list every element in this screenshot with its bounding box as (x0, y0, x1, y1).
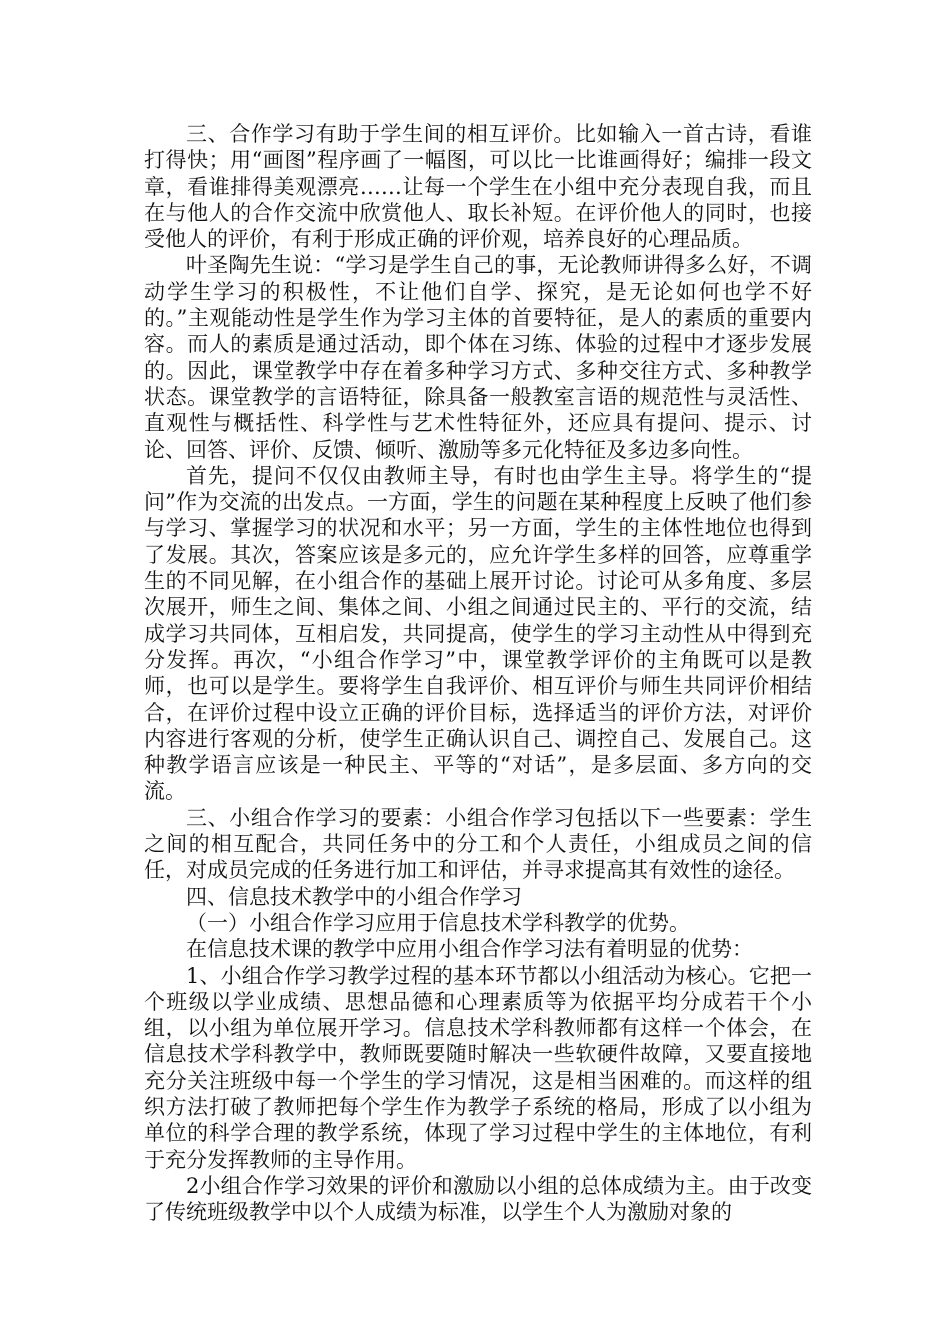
paragraph-group-elements: 三、小组合作学习的要素：小组合作学习包括以下一些要素：学生之间的相互配合，共同任务中的分工和个人责任，小组成员之间的信任，对成员完成的任务进行加工和评估，并寻求提高其有效性的途径。 (144, 805, 812, 883)
document-body (144, 121, 812, 1225)
subsection-heading-advantages: （一）小组合作学习应用于信息技术学科教学的优势。 (186, 910, 690, 935)
paragraph-advantage-1: 1、小组合作学习教学过程的基本环节都以小组活动为核心。它把一个班级以学业成绩、思想品德和心理素质等为依据平均分成若干个小组，以小组为单位展开学习。信息技术学科教师都有这样一个体会，在信息技术学科教学中，教师既要随时解决一些软硬件故障，又要直接地充分关注班级中每一个学生的学习情况，这是相当困难的。而这样的组织方法打破了教师把每个学生作为教学子系统的格局，形成了以小组为单位的科学合理的教学系统，体现了学习过程中学生的主体地位，有利于充分发挥教师的主导作用。 (144, 963, 812, 1172)
paragraph-peer-evaluation: 三、合作学习有助于学生间的相互评价。比如输入一首古诗，看谁打得快；用“画图”程序画了一幅图，可以比一比谁画得好；编排一段文章，看谁排得美观漂亮……让每一个学生在小组中充分表现自我，而且在与他人的合作交流中欣赏他人、取长补短。在评价他人的同时，也接受他人的评价，有利于形成正确的评价观，培养良好的心理品质。 (144, 122, 812, 252)
paragraph-advantages-intro: 在信息技术课的教学中应用小组合作学习法有着明显的优势： (186, 937, 753, 962)
paragraph-questioning: 首先，提问不仅仅由教师主导，有时也由学生主导。将学生的“提问”作为交流的出发点。一方面，学生的问题在某种程度上反映了他们参与学习、掌握学习的状况和水平；另一方面，学生的主体性地位也得到了发展。其次，答案应该是多元的，应允许学生多样的回答，应尊重学生的不同见解，在小组合作的基础上展开讨论。讨论可从多角度、多层次展开，师生之间、集体之间、小组之间通过民主的、平行的交流，结成学习共同体，互相启发，共同提高，使学生的学习主动性从中得到充分发挥。再次，“小组合作学习”中，课堂教学评价的主角既可以是教师，也可以是学生。要将学生自我评价、相互评价与师生共同评价相结合，在评价过程中设立正确的评价目标，选择适当的评价方法，对评价内容进行客观的分析，使学生正确认识自己、调控自己、发展自己。这种教学语言应该是一种民主、平等的“对话”，是多层面、多方向的交流。 (144, 463, 812, 804)
section-heading-it-teaching: 四、信息技术教学中的小组合作学习 (186, 884, 522, 909)
paragraph-ye-shengtao-quote: 叶圣陶先生说：“学习是学生自己的事，无论教师讲得多么好，不调动学生学习的积极性，不让他们自学、探究，是无论如何也学不好的。”主观能动性是学生作为学习主体的首要特征，是人的素质的重要内容。而人的素质是通过活动，即个体在习练、体验的过程中才逐步发展的。因此，课堂教学中存在着多种学习方式、多种交往方式、多种教学状态。课堂教学的言语特征，除具备一般教室言语的规范性与灵活性、直观性与概括性、科学性与艺术性特征外，还应具有提问、提示、讨论、回答、评价、反馈、倾听、激励等多元化特征及多边多向性。 (144, 253, 812, 462)
paragraph-advantage-2: 2小组合作学习效果的评价和激励以小组的总体成绩为主。由于改变了传统班级教学中以个人成绩为标准，以学生个人为激励对象的 (144, 1173, 812, 1225)
